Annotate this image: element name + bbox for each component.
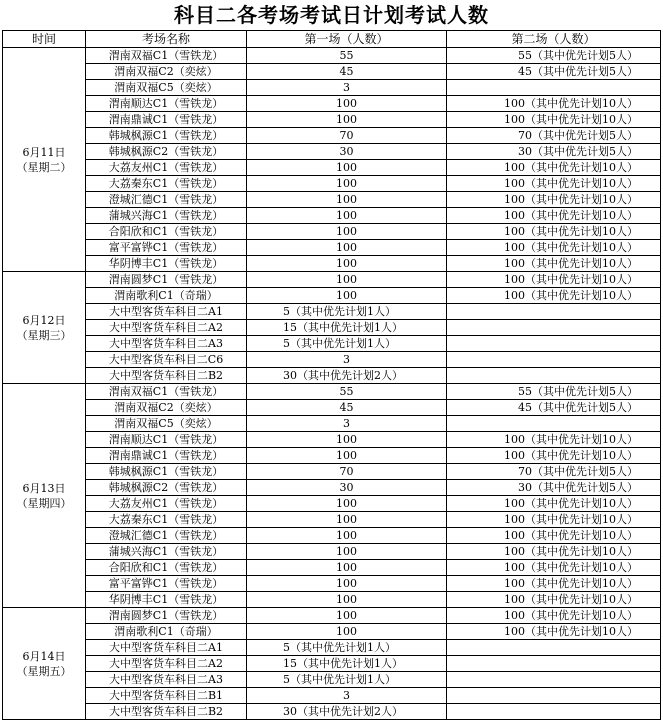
session-1-cell: 100 xyxy=(247,208,447,224)
session-1-cell: 100 xyxy=(247,192,447,208)
session-1-cell: 3 xyxy=(247,688,447,704)
table-row xyxy=(3,544,661,560)
session-2-cell: 70（其中优先计划5人） xyxy=(447,464,661,480)
session-1-cell: 30（其中优先计划2人） xyxy=(247,704,447,720)
session-1-cell: 100 xyxy=(247,576,447,592)
session-1-cell: 100 xyxy=(247,608,447,624)
site-name-cell: 大中型客货车科目二A3 xyxy=(86,336,247,352)
site-name-cell: 渭南双福C1（雪铁龙） xyxy=(86,48,247,64)
weekday-label: （星期五） xyxy=(16,664,72,678)
site-name-cell: 华阴博丰C1（雪铁龙） xyxy=(86,592,247,608)
session-1-cell: 100 xyxy=(247,592,447,608)
session-2-cell: 100（其中优先计划10人） xyxy=(447,96,661,112)
site-name-cell: 韩城枫源C1（雪铁龙） xyxy=(86,128,247,144)
site-name-cell: 大中型客货车科目二B1 xyxy=(86,688,247,704)
session-2-cell: 100（其中优先计划10人） xyxy=(447,608,661,624)
session-1-cell: 100 xyxy=(247,112,447,128)
date-label: 6月12日 xyxy=(22,313,66,327)
date-cell xyxy=(3,48,86,272)
table-row xyxy=(3,576,661,592)
date-cell xyxy=(3,384,86,608)
table-row xyxy=(3,336,661,352)
exam-schedule-table xyxy=(2,30,661,720)
session-2-cell xyxy=(447,368,661,384)
session-2-cell: 100（其中优先计划10人） xyxy=(447,560,661,576)
site-name-cell: 大中型客货车科目二B2 xyxy=(86,368,247,384)
table-row xyxy=(3,112,661,128)
site-name-cell: 澄城汇德C1（雪铁龙） xyxy=(86,528,247,544)
table-row xyxy=(3,672,661,688)
table-row xyxy=(3,368,661,384)
header-session-1: 第一场（人数） xyxy=(247,31,447,48)
site-name-cell: 渭南鼎诚C1（雪铁龙） xyxy=(86,448,247,464)
header-time: 时间 xyxy=(3,31,86,48)
table-row xyxy=(3,48,661,64)
session-2-cell: 55（其中优先计划5人） xyxy=(447,48,661,64)
session-2-cell: 100（其中优先计划10人） xyxy=(447,576,661,592)
session-1-cell: 100 xyxy=(247,288,447,304)
session-2-cell xyxy=(447,640,661,656)
site-name-cell: 渭南顺达C1（雪铁龙） xyxy=(86,96,247,112)
site-name-cell: 渭南顺达C1（雪铁龙） xyxy=(86,432,247,448)
site-name-cell: 合阳欣和C1（雪铁龙） xyxy=(86,560,247,576)
table-row xyxy=(3,304,661,320)
session-2-cell: 100（其中优先计划10人） xyxy=(447,432,661,448)
weekday-label: （星期二） xyxy=(16,160,72,174)
session-1-cell: 70 xyxy=(247,128,447,144)
date-label: 6月11日 xyxy=(22,145,66,159)
site-name-cell: 韩城枫源C2（雪铁龙） xyxy=(86,480,247,496)
site-name-cell: 渭南双福C2（奕炫） xyxy=(86,400,247,416)
session-1-cell: 30（其中优先计划2人） xyxy=(247,368,447,384)
session-1-cell: 100 xyxy=(247,528,447,544)
table-row xyxy=(3,80,661,96)
session-2-cell xyxy=(447,336,661,352)
session-2-cell: 100（其中优先计划10人） xyxy=(447,544,661,560)
table-row xyxy=(3,96,661,112)
session-1-cell: 100 xyxy=(247,432,447,448)
page-title: 科目二各考场考试日计划考试人数 xyxy=(174,3,489,27)
table-row xyxy=(3,224,661,240)
site-name-cell: 渭南双福C1（雪铁龙） xyxy=(86,384,247,400)
session-2-cell xyxy=(447,704,661,720)
site-name-cell: 渭南鼎诚C1（雪铁龙） xyxy=(86,112,247,128)
session-2-cell: 100（其中优先计划10人） xyxy=(447,592,661,608)
session-2-cell: 100（其中优先计划10人） xyxy=(447,256,661,272)
table-row xyxy=(3,144,661,160)
session-2-cell: 100（其中优先计划10人） xyxy=(447,528,661,544)
session-1-cell: 3 xyxy=(247,416,447,432)
table-row xyxy=(3,704,661,720)
session-2-cell: 100（其中优先计划10人） xyxy=(447,224,661,240)
session-1-cell: 100 xyxy=(247,224,447,240)
site-name-cell: 渭南双福C5（奕炫） xyxy=(86,416,247,432)
session-2-cell: 100（其中优先计划10人） xyxy=(447,176,661,192)
site-name-cell: 渭南双福C2（奕炫） xyxy=(86,64,247,80)
site-name-cell: 大中型客货车科目二B2 xyxy=(86,704,247,720)
table-row xyxy=(3,208,661,224)
site-name-cell: 大荔友州C1（雪铁龙） xyxy=(86,496,247,512)
date-cell xyxy=(3,272,86,384)
session-2-cell: 100（其中优先计划10人） xyxy=(447,192,661,208)
session-1-cell: 100 xyxy=(247,512,447,528)
site-name-cell: 大中型客货车科目二A2 xyxy=(86,656,247,672)
session-2-cell xyxy=(447,656,661,672)
session-1-cell: 100 xyxy=(247,176,447,192)
table-row xyxy=(3,464,661,480)
site-name-cell: 富平富铧C1（雪铁龙） xyxy=(86,576,247,592)
session-1-cell: 55 xyxy=(247,384,447,400)
table-body xyxy=(3,48,661,720)
table-row xyxy=(3,624,661,640)
date-label: 6月13日 xyxy=(22,481,66,495)
session-1-cell: 70 xyxy=(247,464,447,480)
session-1-cell: 30 xyxy=(247,480,447,496)
table-row xyxy=(3,176,661,192)
table-row xyxy=(3,496,661,512)
table-row xyxy=(3,352,661,368)
session-2-cell xyxy=(447,672,661,688)
site-name-cell: 渭南双福C5（奕炫） xyxy=(86,80,247,96)
session-2-cell: 100（其中优先计划10人） xyxy=(447,208,661,224)
session-1-cell: 45 xyxy=(247,64,447,80)
session-2-cell xyxy=(447,304,661,320)
table-row xyxy=(3,256,661,272)
site-name-cell: 渭南歌利C1（奇瑞） xyxy=(86,624,247,640)
header-site: 考场名称 xyxy=(86,31,247,48)
session-2-cell: 45（其中优先计划5人） xyxy=(447,64,661,80)
table-row xyxy=(3,272,661,288)
session-1-cell: 100 xyxy=(247,160,447,176)
table-row xyxy=(3,512,661,528)
table-row xyxy=(3,448,661,464)
session-1-cell: 100 xyxy=(247,272,447,288)
session-1-cell: 100 xyxy=(247,496,447,512)
table-row xyxy=(3,160,661,176)
table-row xyxy=(3,384,661,400)
table-row xyxy=(3,480,661,496)
session-2-cell xyxy=(447,352,661,368)
site-name-cell: 大中型客货车科目二A2 xyxy=(86,320,247,336)
site-name-cell: 华阴博丰C1（雪铁龙） xyxy=(86,256,247,272)
session-1-cell: 5（其中优先计划1人） xyxy=(247,336,447,352)
site-name-cell: 韩城枫源C1（雪铁龙） xyxy=(86,464,247,480)
session-1-cell: 100 xyxy=(247,624,447,640)
session-2-cell: 100（其中优先计划10人） xyxy=(447,272,661,288)
session-1-cell: 5（其中优先计划1人） xyxy=(247,304,447,320)
table-row xyxy=(3,560,661,576)
site-name-cell: 大中型客货车科目二A3 xyxy=(86,672,247,688)
session-2-cell: 45（其中优先计划5人） xyxy=(447,400,661,416)
table-header-row xyxy=(3,31,661,48)
site-name-cell: 大荔秦东C1（雪铁龙） xyxy=(86,512,247,528)
table-row xyxy=(3,240,661,256)
site-name-cell: 大中型客货车科目二A1 xyxy=(86,640,247,656)
session-1-cell: 100 xyxy=(247,448,447,464)
site-name-cell: 大中型客货车科目二A1 xyxy=(86,304,247,320)
session-2-cell xyxy=(447,688,661,704)
session-1-cell: 30 xyxy=(247,144,447,160)
date-label: 6月14日 xyxy=(22,649,66,663)
date-cell xyxy=(3,608,86,720)
table-row xyxy=(3,688,661,704)
weekday-label: （星期四） xyxy=(16,496,72,510)
table-row xyxy=(3,320,661,336)
session-2-cell: 30（其中优先计划5人） xyxy=(447,480,661,496)
weekday-label: （星期三） xyxy=(16,328,72,342)
table-row xyxy=(3,288,661,304)
site-name-cell: 大中型客货车科目二C6 xyxy=(86,352,247,368)
table-row xyxy=(3,416,661,432)
site-name-cell: 合阳欣和C1（雪铁龙） xyxy=(86,224,247,240)
site-name-cell: 大荔友州C1（雪铁龙） xyxy=(86,160,247,176)
session-1-cell: 15（其中优先计划1人） xyxy=(247,656,447,672)
session-2-cell: 100（其中优先计划10人） xyxy=(447,240,661,256)
table-row xyxy=(3,192,661,208)
session-2-cell: 100（其中优先计划10人） xyxy=(447,624,661,640)
site-name-cell: 蒲城兴海C1（雪铁龙） xyxy=(86,544,247,560)
table-row xyxy=(3,128,661,144)
session-1-cell: 100 xyxy=(247,256,447,272)
site-name-cell: 富平富铧C1（雪铁龙） xyxy=(86,240,247,256)
session-1-cell: 3 xyxy=(247,80,447,96)
session-2-cell: 30（其中优先计划5人） xyxy=(447,144,661,160)
session-2-cell: 70（其中优先计划5人） xyxy=(447,128,661,144)
table-row xyxy=(3,432,661,448)
session-2-cell: 100（其中优先计划10人） xyxy=(447,448,661,464)
session-2-cell xyxy=(447,416,661,432)
session-1-cell: 45 xyxy=(247,400,447,416)
site-name-cell: 韩城枫源C2（雪铁龙） xyxy=(86,144,247,160)
session-2-cell: 55（其中优先计划5人） xyxy=(447,384,661,400)
session-1-cell: 100 xyxy=(247,240,447,256)
site-name-cell: 渭南圆梦C1（雪铁龙） xyxy=(86,272,247,288)
session-2-cell: 100（其中优先计划10人） xyxy=(447,112,661,128)
session-2-cell: 100（其中优先计划10人） xyxy=(447,288,661,304)
session-2-cell: 100（其中优先计划10人） xyxy=(447,496,661,512)
site-name-cell: 渭南歌利C1（奇瑞） xyxy=(86,288,247,304)
session-2-cell xyxy=(447,80,661,96)
session-1-cell: 100 xyxy=(247,560,447,576)
table-row xyxy=(3,640,661,656)
site-name-cell: 蒲城兴海C1（雪铁龙） xyxy=(86,208,247,224)
session-1-cell: 5（其中优先计划1人） xyxy=(247,640,447,656)
table-row xyxy=(3,64,661,80)
site-name-cell: 大荔秦东C1（雪铁龙） xyxy=(86,176,247,192)
site-name-cell: 渭南圆梦C1（雪铁龙） xyxy=(86,608,247,624)
session-1-cell: 55 xyxy=(247,48,447,64)
session-2-cell xyxy=(447,320,661,336)
session-1-cell: 15（其中优先计划1人） xyxy=(247,320,447,336)
site-name-cell: 澄城汇德C1（雪铁龙） xyxy=(86,192,247,208)
table-row xyxy=(3,400,661,416)
table-row xyxy=(3,656,661,672)
session-1-cell: 5（其中优先计划1人） xyxy=(247,672,447,688)
session-2-cell: 100（其中优先计划10人） xyxy=(447,512,661,528)
header-session-2: 第二场（人数） xyxy=(447,31,661,48)
table-row xyxy=(3,592,661,608)
session-2-cell: 100（其中优先计划10人） xyxy=(447,160,661,176)
table-row xyxy=(3,528,661,544)
session-1-cell: 100 xyxy=(247,96,447,112)
table-row xyxy=(3,608,661,624)
session-1-cell: 3 xyxy=(247,352,447,368)
session-1-cell: 100 xyxy=(247,544,447,560)
